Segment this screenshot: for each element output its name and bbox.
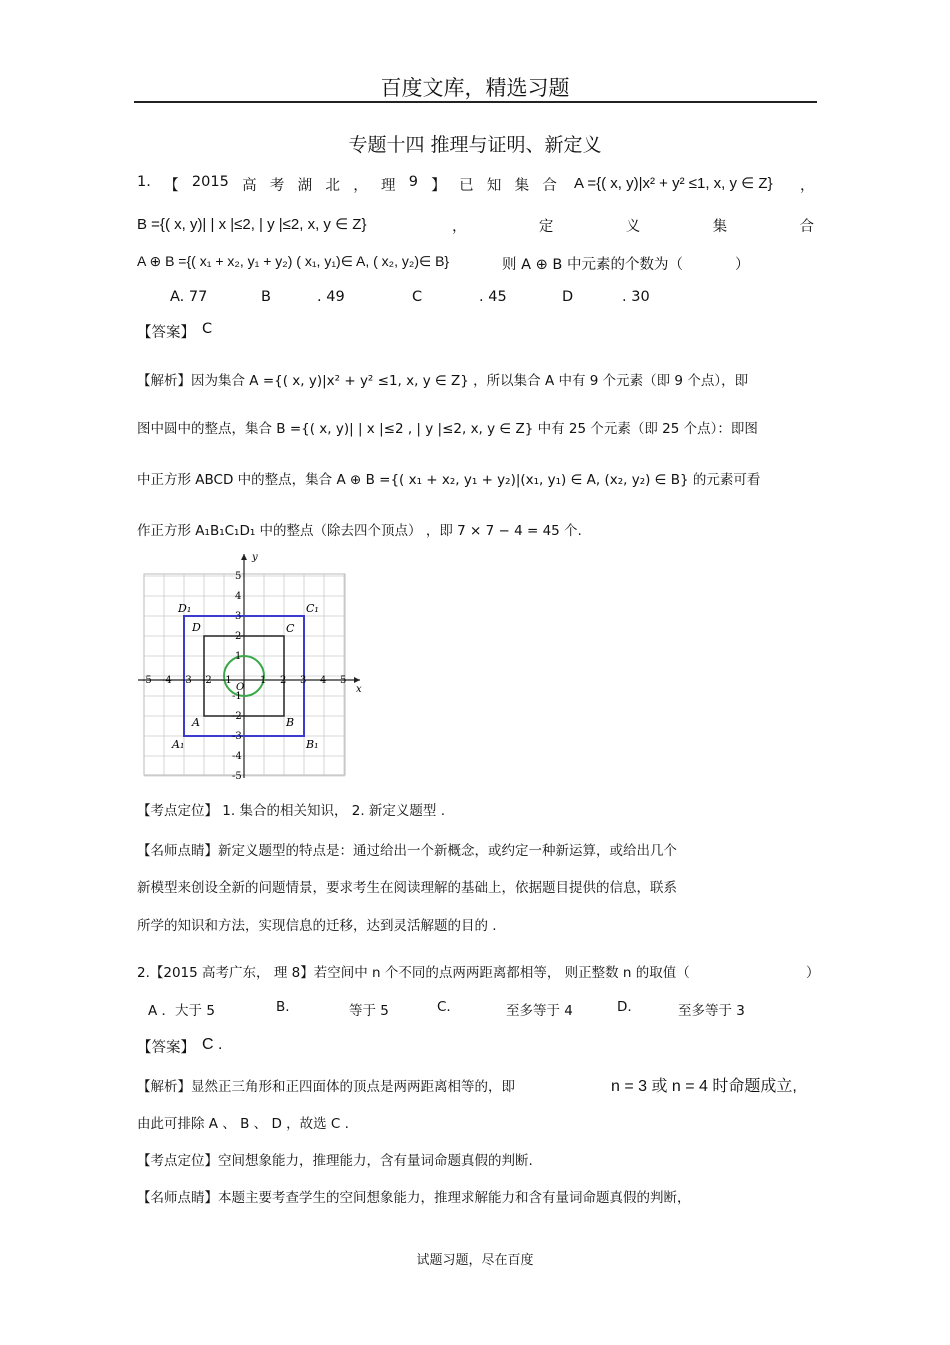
y-tick: 5 [235,571,242,582]
q1-set-a: A ={( x, y)|x² + y² ≤1, x, y ∈ Z} [574,175,773,192]
q1-line1-end: ， [800,178,815,194]
x-tick: 2 [280,675,287,686]
q1-analysis-3: 中正方形 ABCD 中的整点，集合 A ⊕ B ={( x₁ + x₂, y₁ + y₂)|(x₁, y₁) ∈ A, (x₂, y₂) ∈ B} 的元素可看 [137,472,761,488]
x-tick: 3 [300,675,307,686]
q1-mingshi-2: 新模型来创设全新的问题情景，要求考生在阅读理解的基础上，依据题目提供的信息，联系 [137,880,677,896]
q2-kaodian: 【考点定位】空间想象能力，推理能力，含有量词命题真假的判断. [137,1153,533,1169]
q1-question: 则 A ⊕ B 中元素的个数为（ [502,257,683,273]
y-tick: -1 [232,691,242,702]
label-d1: D₁ [178,602,192,615]
label-c1: C₁ [306,602,319,615]
y-tick: -4 [232,751,242,762]
q2-answer-label: 【答案】 [137,1040,195,1056]
header-rule [134,101,817,103]
x-tick: -1 [222,675,232,686]
q2-option-d: D. [617,999,632,1015]
q2-option-c: C. [437,999,451,1015]
q2-analysis-1-math: n = 3 或 n = 4 时命题成立, [611,1078,797,1095]
q1-mingshi-3: 所学的知识和方法，实现信息的迁移，达到灵活解题的目的 . [137,918,497,934]
x-tick: 1 [260,675,267,686]
q1-analysis-4: 作正方形 A₁B₁C₁D₁ 中的整点（除去四个顶点） ，即 7 × 7 − 4 = 45 个. [137,523,582,539]
q1-analysis-1: 【解析】因为集合 A ={( x, y)|x² + y² ≤1, x, y ∈ Z} ，所以集合 A 中有 9 个元素（即 9 个点），即 [137,373,749,389]
q1-question-end: ） [735,257,750,273]
x-tick: 4 [320,675,327,686]
q1-option-b-val: . 49 [317,289,345,305]
y-tick: -2 [232,711,242,722]
origin-label: O [236,682,245,693]
q2-option-b: B. [276,999,290,1015]
page-header: 百度文库，精选习题 [380,76,570,100]
y-axis-arrow [241,554,247,560]
q1-kaodian: 【考点定位】 1. 集合的相关知识， 2. 新定义题型 . [137,803,446,819]
q1-line2: ， 定 义 集 合 [452,219,814,235]
label-b1: B₁ [306,738,319,751]
q2-stem-end: ） [806,965,820,981]
y-tick: 2 [235,631,242,642]
q1-option-c-val: . 45 [479,289,507,305]
label-a1: A₁ [172,738,185,751]
q2-option-d-text: 至多等于 3 [678,1003,745,1019]
x-tick: -4 [162,675,172,686]
q2-mingshi: 【名师点睛】本题主要考查学生的空间想象能力，推理求解能力和含有量词命题真假的判断， [137,1190,691,1206]
q2-option-b-text: 等于 5 [349,1003,389,1019]
q2-stem: 2.【2015 高考广东， 理 8】若空间中 n 个不同的点两两距离都相等， 则正整数 n 的取值（ [137,965,690,981]
y-tick: -5 [232,771,242,780]
q2-option-c-text: 至多等于 4 [506,1003,573,1019]
label-b: B [286,716,295,729]
label-a: A [192,716,200,729]
section-title: 专题十四 推理与证明、新定义 [348,134,602,156]
q2-analysis-1: 【解析】显然正三角形和正四面体的顶点是两两距离相等的，即 [137,1079,515,1095]
q1-option-c: C [412,289,423,305]
q1-set-b: B ={( x, y)| | x |≤2, | y |≤2, x, y ∈ Z} [137,216,367,233]
label-d: D [192,621,201,634]
x-tick: 5 [340,675,347,686]
q1-option-d: D [562,289,574,305]
x-axis-arrow [354,677,360,683]
page-footer: 试题习题，尽在百度 [416,1253,534,1268]
q1-coordinate-figure [134,550,366,780]
x-axis-label: x [356,684,362,695]
y-tick: 3 [235,611,242,622]
y-axis-label: y [252,552,258,563]
q1-analysis-2: 图中圆中的整点，集合 B ={( x, y)| | x |≤2 , | y |≤2, x, y ∈ Z} 中有 25 个元素（即 25 个点）：即图 [137,421,758,437]
q1-answer-label: 【答案】 [137,325,195,341]
q1-line1: 1. 【 2015 高 考 湖 北 ， 理 9 】 已 知 集 合 [137,174,557,194]
q1-option-b: B [261,289,271,305]
x-tick: -5 [142,675,152,686]
y-tick: 1 [235,651,242,662]
q2-answer: C . [202,1036,223,1053]
x-tick: -3 [182,675,192,686]
q1-option-a: A. 77 [170,289,208,305]
q1-option-d-val: . 30 [622,289,650,305]
x-tick: -2 [202,675,212,686]
q2-option-a: A ．大于 5 [148,1003,215,1019]
q2-analysis-2: 由此可排除 A 、 B 、 D ，故选 C . [137,1116,349,1132]
y-tick: 4 [235,591,242,602]
q1-formula: A ⊕ B ={( x₁ + x₂, y₁ + y₂) ( x₁, y₁)∈ A, ( x₂, y₂)∈ B} [137,253,450,269]
y-tick: -3 [232,731,242,742]
q1-answer: C [202,321,213,337]
q1-mingshi-1: 【名师点睛】新定义题型的特点是：通过给出一个新概念，或约定一种新运算，或给出几个 [137,843,677,859]
label-c: C [286,622,295,635]
